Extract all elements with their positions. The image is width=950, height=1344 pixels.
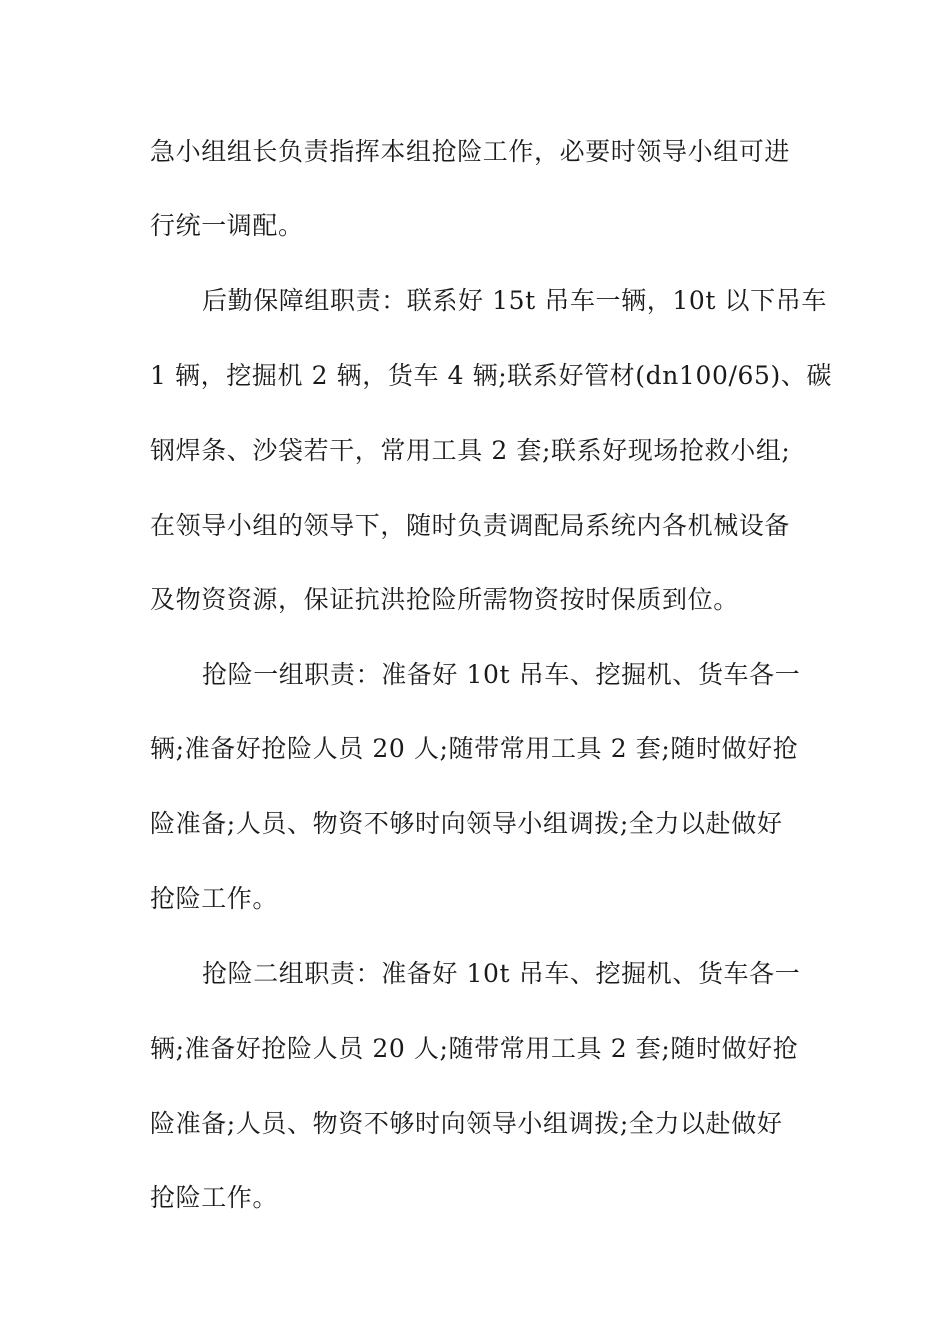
paragraph-line: 急小组组长负责指挥本组抢险工作，必要时领导小组可进 [150,137,791,166]
paragraph-line: 后勤保障组职责：联系好 15t 吊车一辆，10t 以下吊车 [202,286,827,315]
paragraph-line: 险准备;人员、物资不够时向领导小组调拨;全力以赴做好 [150,809,783,838]
paragraph-line: 钢焊条、沙袋若干，常用工具 2 套;联系好现场抢救小组; [150,436,791,465]
paragraph-line: 抢险工作。 [150,1183,279,1212]
paragraph-line: 辆;准备好抢险人员 20 人;随带常用工具 2 套;随时做好抢 [150,734,799,763]
paragraph-line: 抢险工作。 [150,884,279,913]
paragraph-line: 行统一调配。 [150,211,304,240]
paragraph-line: 辆;准备好抢险人员 20 人;随带常用工具 2 套;随时做好抢 [150,1034,799,1063]
paragraph-line: 在领导小组的领导下，随时负责调配局系统内各机械设备 [150,511,791,540]
paragraph-line: 1 辆，挖掘机 2 辆，货车 4 辆;联系好管材(dn100/65)、碳 [150,361,833,390]
paragraph-line: 抢险二组职责：准备好 10t 吊车、挖掘机、货车各一 [202,959,801,988]
paragraph-line: 险准备;人员、物资不够时向领导小组调拨;全力以赴做好 [150,1109,783,1138]
paragraph-line: 及物资资源，保证抗洪抢险所需物资按时保质到位。 [150,585,739,614]
paragraph-line: 抢险一组职责：准备好 10t 吊车、挖掘机、货车各一 [202,660,801,689]
